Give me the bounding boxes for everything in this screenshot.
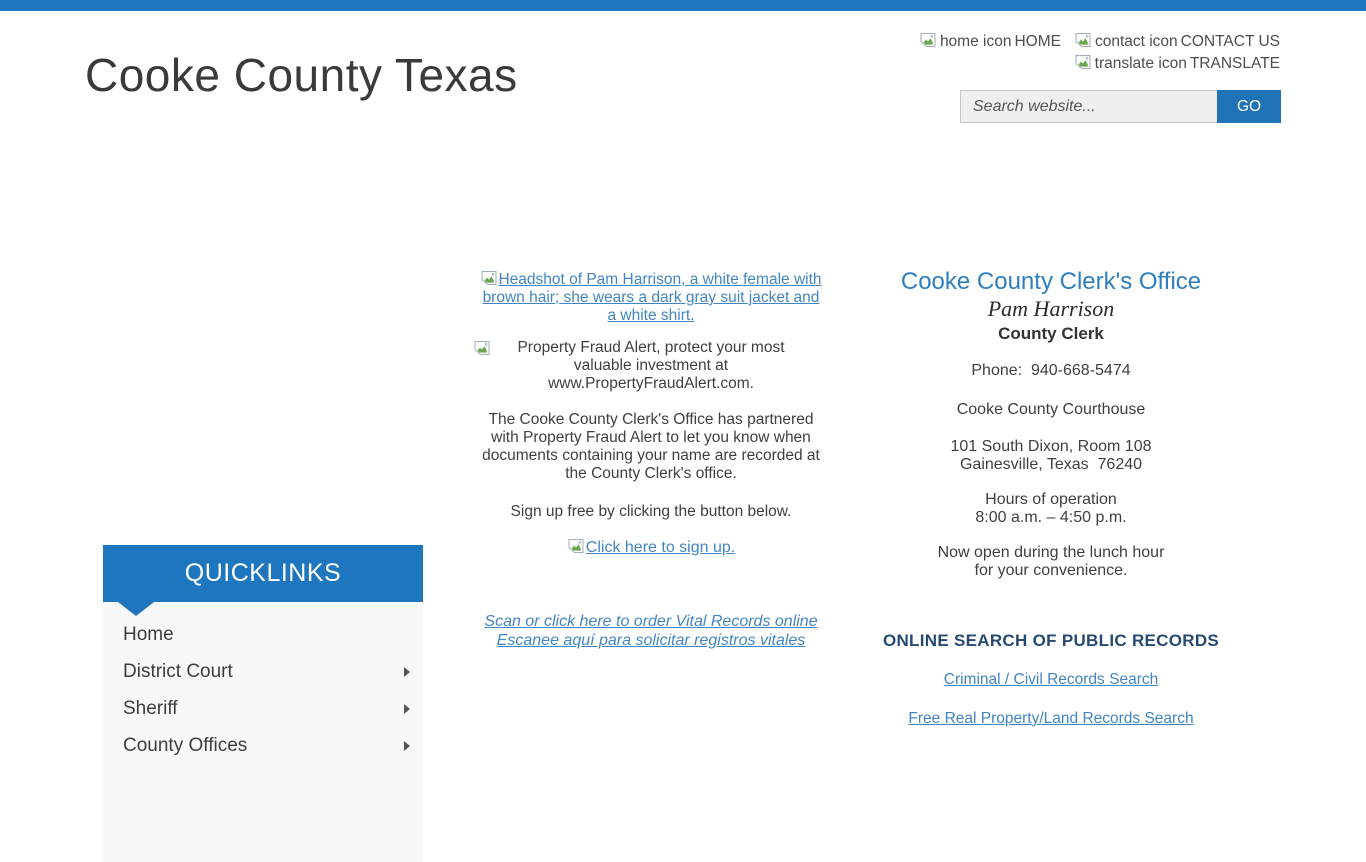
vital-records-link-en[interactable]: Scan or click here to order Vital Records online: [484, 613, 818, 630]
sidebar-item-home[interactable]: [103, 616, 423, 653]
nav-translate-link[interactable]: [1074, 54, 1280, 73]
submenu-arrow-icon: [404, 667, 410, 677]
property-fraud-alert-image: [470, 339, 832, 393]
signup-prompt: Sign up free by clicking the button below.: [510, 503, 792, 520]
top-accent-bar: [0, 0, 1366, 11]
signup-link[interactable]: Click here to sign up.: [567, 538, 735, 557]
office-address: 101 South Dixon, Room 108 Gainesville, Texas 76240: [950, 438, 1152, 473]
broken-image-icon: [567, 538, 585, 554]
broken-image-icon: [919, 32, 937, 48]
page-title: Cooke County Texas: [85, 49, 518, 101]
lunch-note: Now open during the lunch hour for your convenience.: [937, 544, 1165, 579]
real-property-records-link[interactable]: Free Real Property/Land Records Search: [908, 710, 1194, 727]
contact-icon-alt-text: contact icon: [1094, 32, 1178, 50]
sidebar-item-county-offices[interactable]: [103, 727, 423, 764]
nav-home-link[interactable]: [919, 32, 1061, 51]
vital-records-link-es[interactable]: Escanee aquí para solicitar registros vitales: [496, 631, 806, 649]
broken-image-icon: [473, 340, 491, 356]
quicklinks-notch: [118, 602, 154, 616]
contact-icon: [1074, 32, 1092, 51]
fraud-alert-alt-line: valuable investment at: [573, 357, 729, 374]
office-heading: Cooke County Clerk's Office: [900, 268, 1202, 295]
center-column: [470, 270, 832, 650]
fraud-alert-alt-line: Property Fraud Alert, protect your most: [517, 339, 785, 356]
broken-image-icon: [480, 271, 498, 288]
site-search: [960, 90, 1281, 123]
nav-home-label: HOME: [1014, 32, 1061, 50]
quicklinks-menu: [103, 602, 423, 862]
clerk-office-column: [860, 268, 1242, 728]
broken-image-icon: [567, 538, 585, 557]
fraud-alert-description: The Cooke County Clerk's Office has partnered with Property Fraud Alert to let you know when documents containing your name are recorded at the County Clerk's office.: [482, 411, 820, 482]
headshot-broken-image-link[interactable]: [470, 270, 832, 325]
clerk-name: Pam Harrison: [987, 296, 1115, 321]
quicklinks-header: QUICKLINKS: [103, 545, 423, 602]
broken-image-icon: [473, 340, 491, 359]
fraud-alert-alt-line: www.PropertyFraudAlert.com.: [548, 375, 754, 392]
vital-records-links: [470, 613, 832, 650]
home-icon: [919, 32, 937, 51]
broken-image-icon: [1074, 54, 1092, 70]
translate-icon: [1074, 54, 1092, 73]
public-records-heading: ONLINE SEARCH OF PUBLIC RECORDS: [882, 631, 1220, 650]
quicklinks-sidebar: [103, 545, 423, 862]
headshot-alt-line: a white shirt.: [607, 307, 695, 324]
office-phone: Phone: 940-668-5474: [971, 362, 1131, 379]
nav-contact-link[interactable]: [1074, 32, 1280, 51]
search-go-button[interactable]: GO: [1217, 90, 1281, 123]
broken-image-icon: [1074, 32, 1092, 48]
sidebar-item-label: District Court: [123, 661, 233, 682]
sidebar-item-label: Home: [123, 624, 174, 645]
sidebar-item-label: Sheriff: [123, 698, 178, 719]
headshot-alt-line: brown hair; she wears a dark gray suit jacket and: [482, 289, 820, 306]
criminal-civil-records-link[interactable]: Criminal / Civil Records Search: [943, 671, 1159, 688]
translate-icon-alt-text: translate icon: [1094, 54, 1187, 72]
sidebar-item-sheriff[interactable]: [103, 690, 423, 727]
top-nav: [919, 32, 1280, 76]
broken-image-icon: [480, 270, 498, 286]
office-building: Cooke County Courthouse: [956, 401, 1146, 418]
headshot-alt-line: Headshot of Pam Harrison, a white female with: [498, 271, 822, 288]
home-icon-alt-text: home icon: [939, 32, 1012, 50]
search-input[interactable]: [960, 90, 1217, 123]
sidebar-item-district-court[interactable]: [103, 653, 423, 690]
clerk-title: County Clerk: [998, 324, 1104, 343]
nav-translate-label: TRANSLATE: [1189, 54, 1280, 72]
sidebar-item-label: County Offices: [123, 735, 248, 756]
submenu-arrow-icon: [404, 704, 410, 714]
submenu-arrow-icon: [404, 741, 410, 751]
office-hours: Hours of operation 8:00 a.m. – 4:50 p.m.: [975, 491, 1127, 526]
nav-contact-label: CONTACT US: [1180, 32, 1280, 50]
